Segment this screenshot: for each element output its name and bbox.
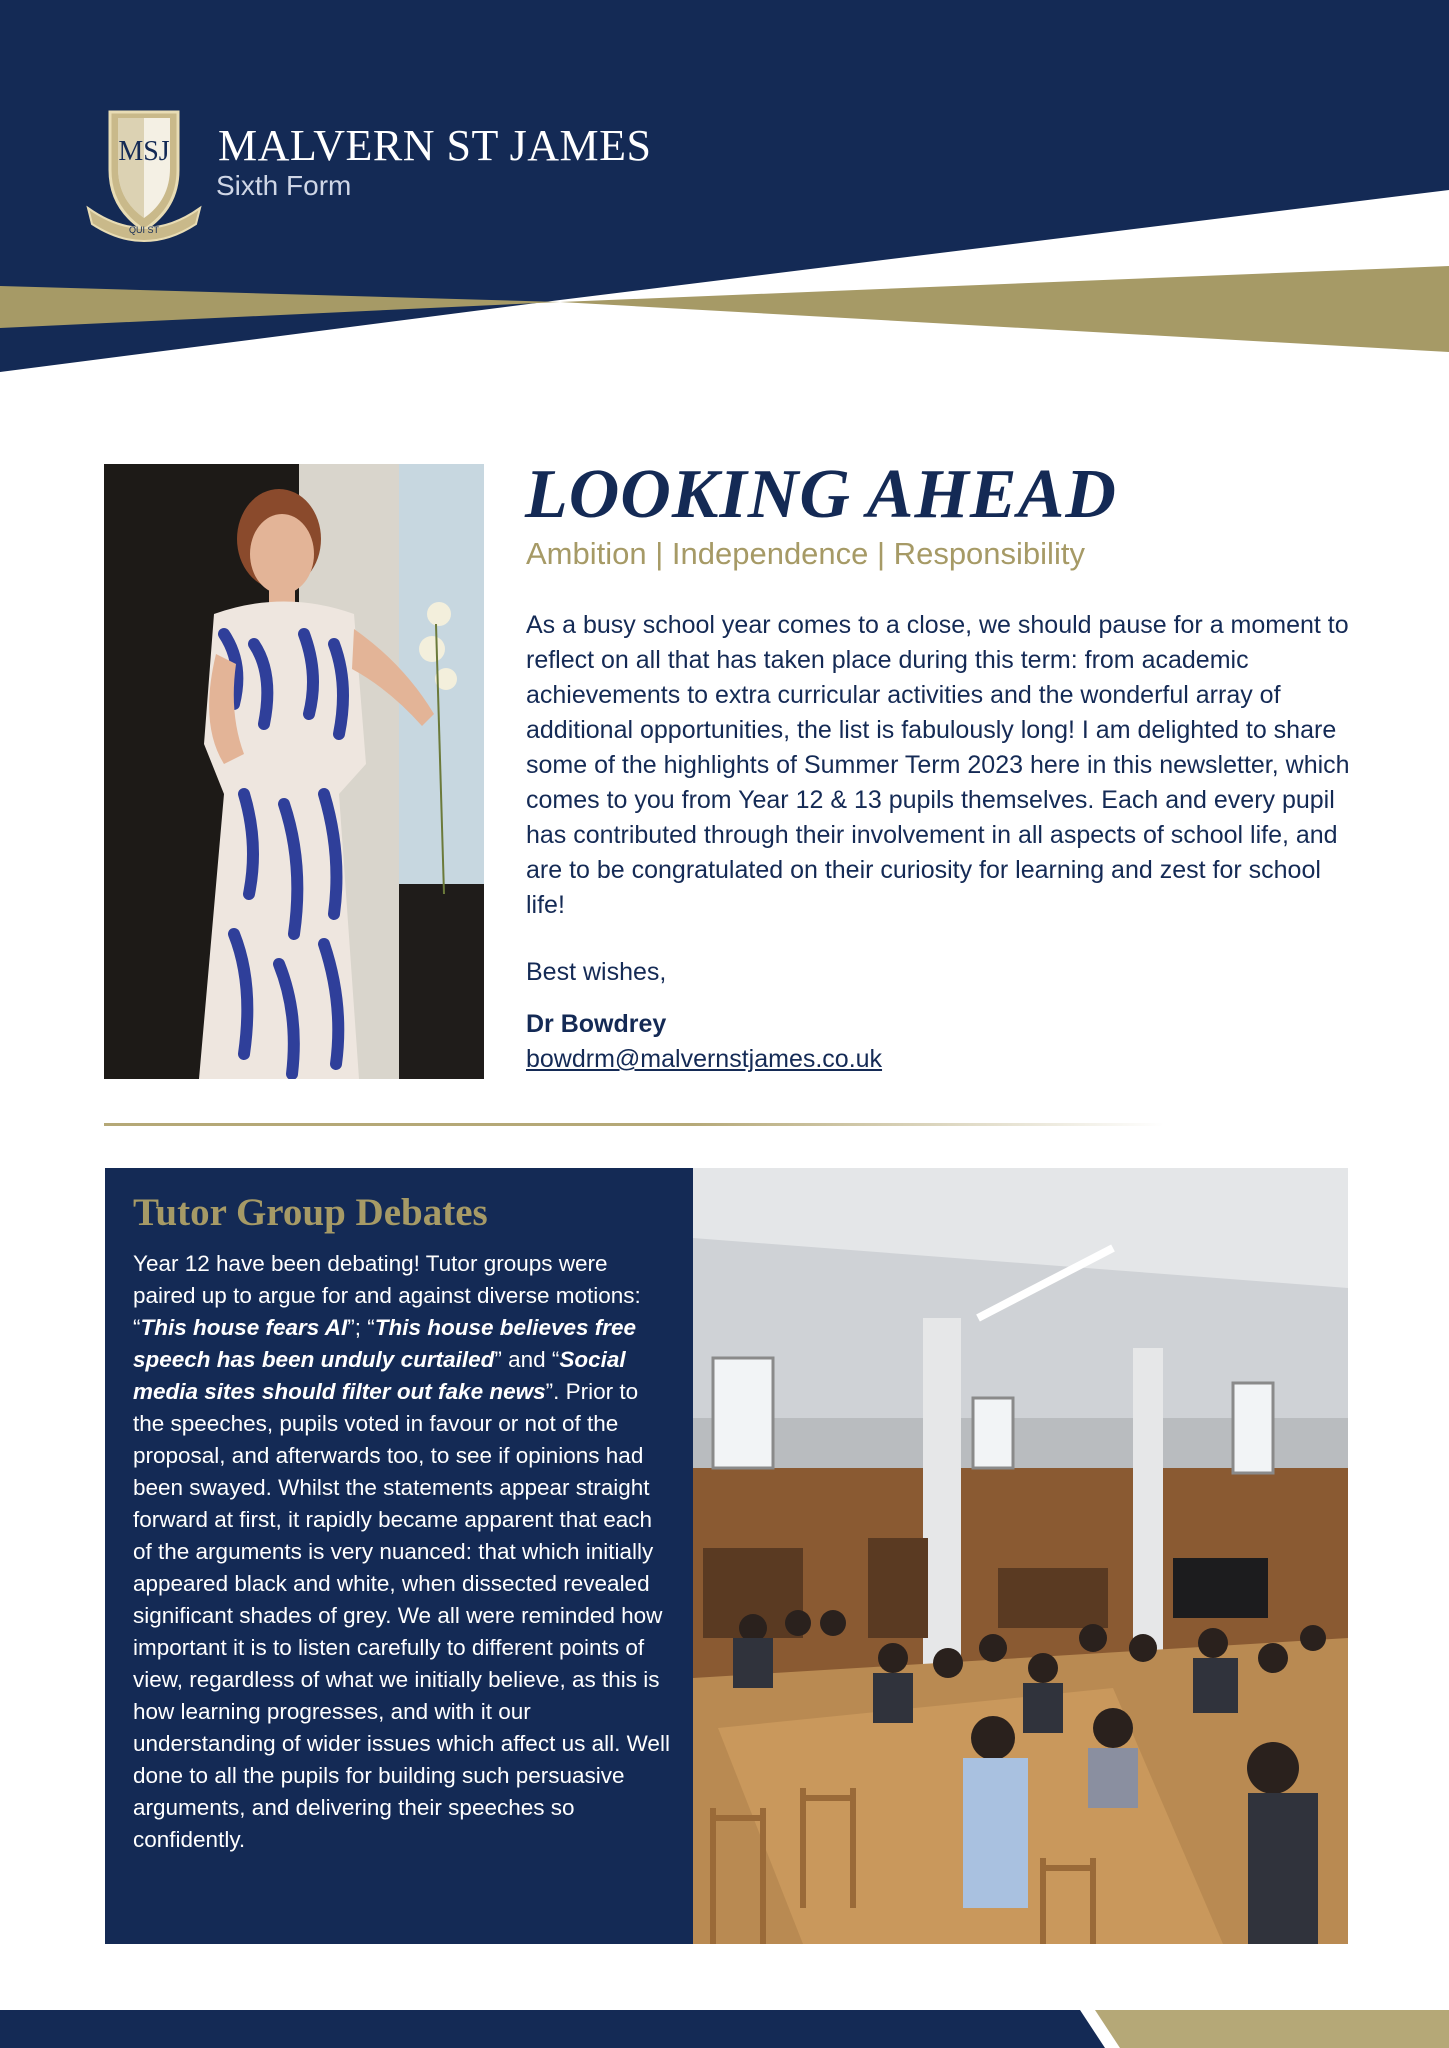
debate-motion-1: This house fears AI xyxy=(140,1315,348,1340)
footer-band xyxy=(0,2010,1449,2048)
author-email-link[interactable]: bowdrm@malvernstjames.co.uk xyxy=(526,1045,883,1073)
debate-separator-1: ”; “ xyxy=(347,1315,375,1340)
debate-intro: Year 12 have been debating! Tutor groups were paired up to argue for and against diverse motions: “ xyxy=(133,1251,641,1340)
school-crest-logo xyxy=(86,108,202,244)
library-debate-photo xyxy=(693,1168,1348,1944)
school-subtitle: Sixth Form xyxy=(216,170,352,201)
school-name: MALVERN ST JAMES xyxy=(218,121,652,170)
debate-separator-2: ” and “ xyxy=(494,1347,560,1372)
head-portrait-photo xyxy=(104,464,484,1079)
debate-motion-2: This house believes free speech has been unduly curtailed xyxy=(133,1315,637,1372)
school-values: Ambition | Independence | Responsibility xyxy=(526,536,1085,571)
debate-rest: ”. Prior to the speeches, pupils voted in favour or not of the proposal, and afterwards too, to see if opinions had been swayed. Whilst the statements appear straight forward at first, it rapidly became apparent that each of the arguments is very nuanced: that which initially appeared black and white, when dissected revealed significant shades of grey. We all were reminded how important it is to listen carefully to different points of view, regardless of what we initially believe, as this is how learning progresses, and with it our understanding of wider issues which affect us all. Well done to all the pupils for building such persuasive arguments, and delivering their speeches so confidently. xyxy=(133,1379,670,1852)
section-divider xyxy=(104,1123,1164,1126)
debate-motion-3: Social media sites should filter out fake news xyxy=(133,1347,626,1404)
signoff: Best wishes, xyxy=(526,958,667,986)
svg-text:MSJ: MSJ xyxy=(118,136,170,167)
author-name: Dr Bowdrey xyxy=(526,1010,667,1038)
looking-ahead-title: LOOKING AHEAD xyxy=(525,456,1117,533)
looking-ahead-body: As a busy school year comes to a close, we should pause for a moment to reflect on all that has taken place during this term: from academic achievements to extra curricular activities and the wonderful array of additional opportunities, the list is fabulously long! I am delighted to share some of the highlights of Summer Term 2023 here in this newsletter, which comes to you from Year 12 & 13 pupils themselves. Each and every pupil has contributed through their involvement in all aspects of school life, and are to be congratulated on their curiosity for learning and zest for school life! xyxy=(526,611,1350,919)
svg-text:QUI ST: QUI ST xyxy=(128,225,160,235)
tutor-debates-panel xyxy=(105,1168,693,1944)
tutor-debates-body xyxy=(133,1248,673,1856)
tutor-debates-title: Tutor Group Debates xyxy=(133,1191,488,1234)
